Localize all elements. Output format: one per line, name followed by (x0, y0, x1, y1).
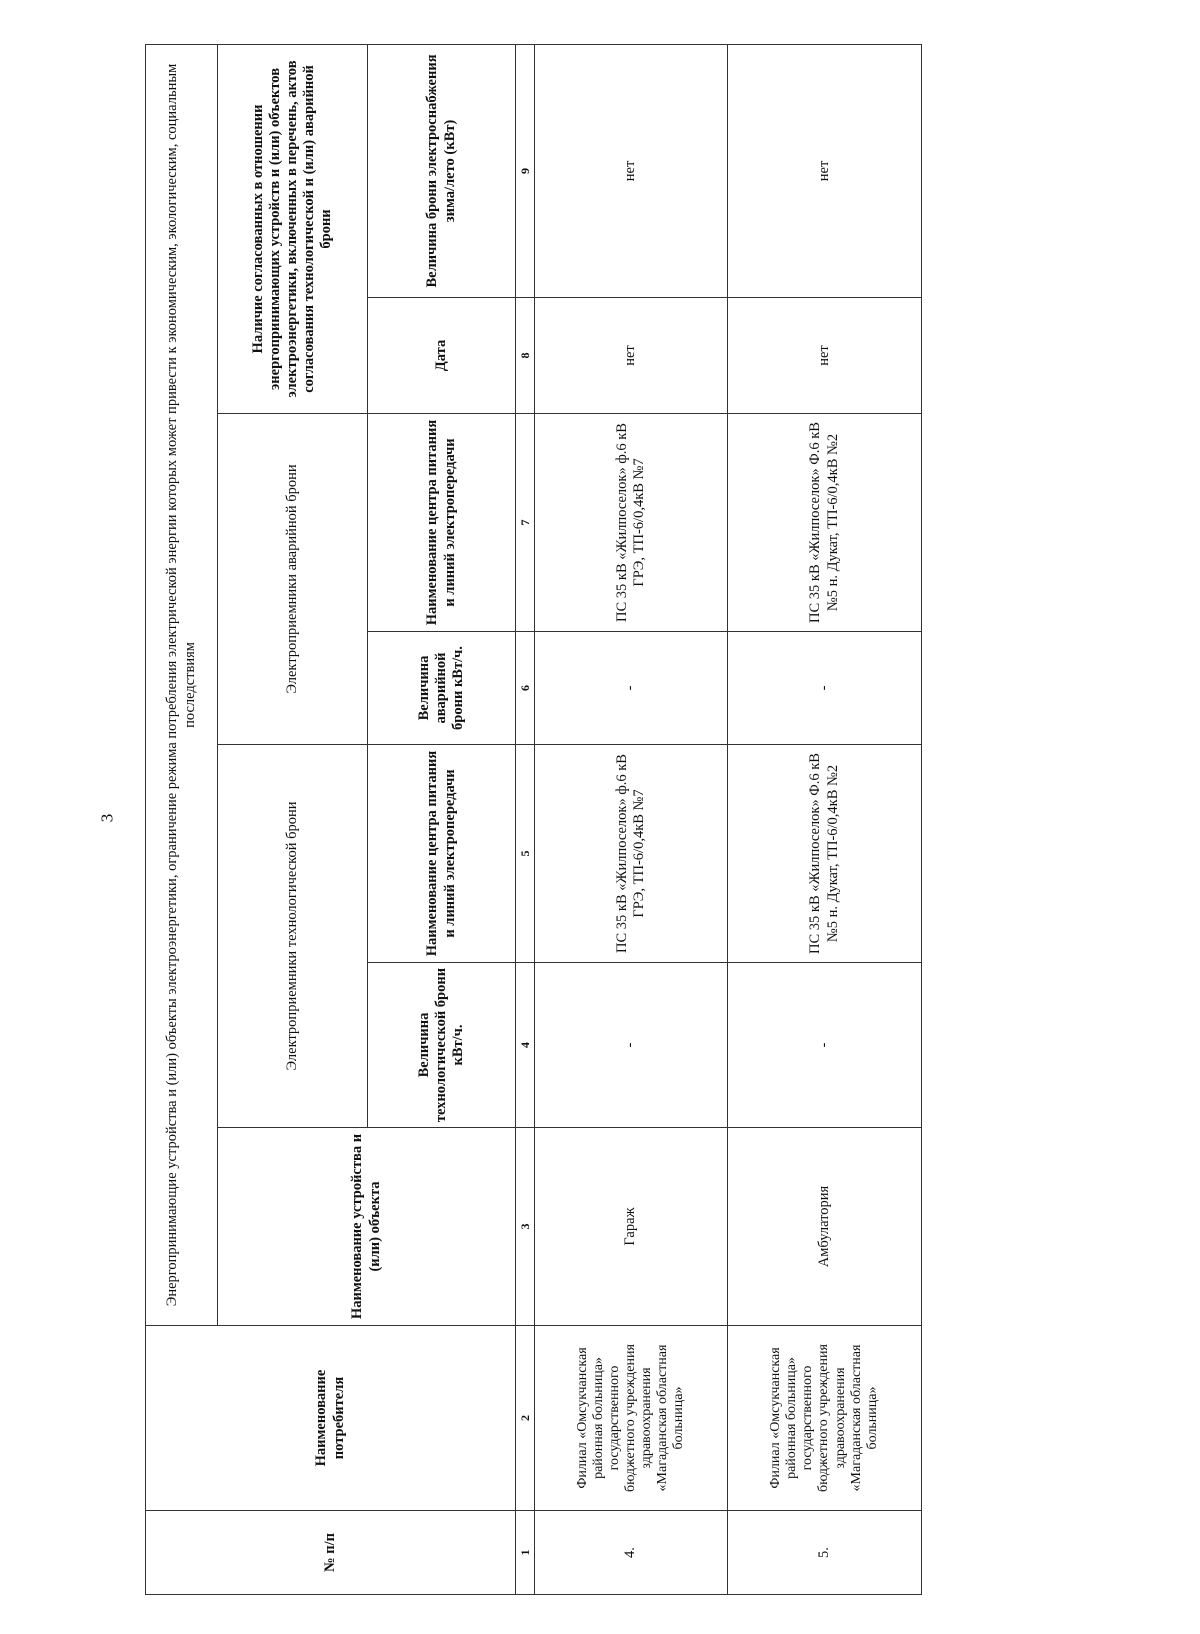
header-group-main: Энергопринимающие устройства и (или) объекты электроэнергетики, ограничение режима потребления электрической энергии которых может привести к экономическим, экологическим, социальным последствиям (146, 44, 218, 1325)
consumer-name: Филиал «Омсукчанская районная больница» государственного бюджетного учреждения здравоохранения «Магаданская областная больница» (535, 1326, 728, 1511)
row-number: 5. (728, 1511, 922, 1595)
rotated-table-wrapper (145, 45, 920, 1595)
emergency-reserve-value: - (535, 632, 728, 745)
column-number: 8 (516, 298, 535, 414)
page-number: 3 (97, 813, 117, 823)
tech-reserve-value: - (535, 963, 728, 1128)
column-number: 3 (516, 1128, 535, 1326)
header-num: № п/п (146, 1511, 516, 1595)
header-consumer: Наименование потребителя (146, 1326, 516, 1511)
emergency-reserve-value: - (728, 632, 922, 745)
tech-power-source: ПС 35 кВ «Жилпоселок» Ф.6 кВ №5 н. Дукат, ТП-6/0,4кВ №2 (728, 745, 922, 963)
header-group-emerg: Электроприемники аварийной брони (218, 414, 368, 745)
agreement-date: нет (535, 298, 728, 414)
header-group-agreed: Наличие согласованных в отношении энергопринимающих устройств и (или) объектов электроэнергетики, включенных в перечень, актов согласования технологической и (или) аварийной брони (218, 44, 368, 413)
header-tech-source: Наименование центра питания и линий электропередачи (368, 745, 516, 963)
consumer-name: Филиал «Омсукчанская районная больница» государственного бюджетного учреждения здравоохранения «Магаданская областная больница» (728, 1326, 922, 1511)
header-reserve: Величина брони электроснабжения зима/лето (кВт) (368, 44, 516, 297)
reserve-value: нет (535, 44, 728, 297)
column-number: 1 (516, 1511, 535, 1595)
emergency-power-source: ПС 35 кВ «Жилпоселок» Ф.6 кВ №5 н. Дукат, ТП-6/0,4кВ №2 (728, 414, 922, 632)
object-name: Гараж (535, 1128, 728, 1326)
table-row (535, 44, 728, 1594)
column-number: 6 (516, 632, 535, 745)
header-emerg-value: Величина аварийной брони кВт/ч. (368, 632, 516, 745)
column-number: 2 (516, 1326, 535, 1511)
header-date: Дата (368, 298, 516, 414)
column-number: 4 (516, 963, 535, 1128)
column-number: 9 (516, 44, 535, 297)
column-number: 7 (516, 414, 535, 632)
reserve-table (145, 44, 922, 1595)
row-number: 4. (535, 1511, 728, 1595)
object-name: Амбулатория (728, 1128, 922, 1326)
emergency-power-source: ПС 35 кВ «Жилпоселок» ф.6 кВ ГРЭ, ТП-6/0,4кВ №7 (535, 414, 728, 632)
column-number: 5 (516, 745, 535, 963)
reserve-value: нет (728, 44, 922, 297)
header-emerg-source: Наименование центра питания и линий электропередачи (368, 414, 516, 632)
agreement-date: нет (728, 298, 922, 414)
header-tech-value: Величина технологической брони кВт/ч. (368, 963, 516, 1128)
header-group-tech: Электроприемники технологической брони (218, 745, 368, 1128)
tech-power-source: ПС 35 кВ «Жилпоселок» ф.6 кВ ГРЭ, ТП-6/0,4кВ №7 (535, 745, 728, 963)
table-row (728, 44, 922, 1594)
tech-reserve-value: - (728, 963, 922, 1128)
header-object: Наименование устройства и (или) объекта (218, 1128, 516, 1326)
